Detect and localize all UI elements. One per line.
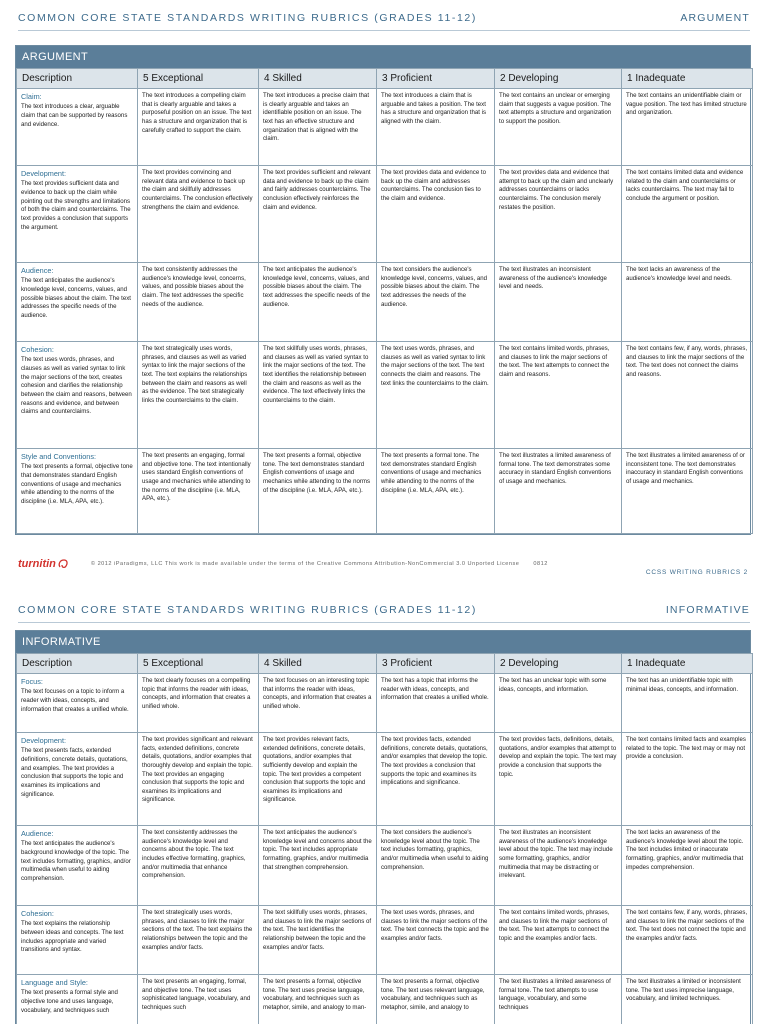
rubric-cell: The text anticipates the audience's knowledge level, concerns, values, and possible biases about the claim. The text addresses the specific needs of the audience. — [259, 263, 377, 342]
col-header: 5 Exceptional — [138, 69, 259, 89]
table-row — [17, 449, 753, 534]
rubric-cell: The text introduces a compelling claim that is clearly arguable and takes a purposeful position on an issue. The text has a structure and organization that is carefully crafted to support the claim. — [138, 89, 259, 166]
col-header: 5 Exceptional — [138, 654, 259, 674]
rubric-cell: The text illustrates an inconsistent awareness of the audience's knowledge level about the topic. The text may include some formatting, graphics, and/or multimedia that may be distracting or irrelevant. — [495, 826, 622, 906]
col-header: 3 Proficient — [377, 654, 495, 674]
page-header-argument — [18, 12, 750, 31]
rubric-cell: The text provides data and evidence to back up the claim and addresses counterclaims. The conclusion ties to the claim and evidence. — [377, 166, 495, 263]
rubric-cell: The text presents an engaging, formal and objective tone. The text intentionally uses standard English conventions of usage and mechanics while attending to the norms of the discipline (i.e. MLA, APA, etc.). — [138, 449, 259, 534]
rubric-cell: The text contains an unidentifiable claim or vague position. The text has limited structure and organization. — [622, 89, 753, 166]
criterion-label: Style and Conventions: — [21, 452, 97, 461]
rubric-cell: The text presents a formal, objective tone. The text uses precise language, vocabulary, and techniques such as metaphor, simile, and analogy to man- — [259, 975, 377, 1024]
criterion-label: Audience: — [21, 829, 54, 838]
rubric-cell: The text uses words, phrases, and clauses as well as varied syntax to link the major sections of the text. The text connects the claim and reasons. The text links the counterclaims to the claim. — [377, 342, 495, 449]
criterion-label: Focus: — [21, 677, 43, 686]
description-cell — [17, 674, 138, 733]
table-row — [17, 826, 753, 906]
table-row — [17, 733, 753, 826]
informative-rubric — [15, 630, 751, 1024]
criterion-description: The text anticipates the audience's knowledge level, concerns, values, and possible biases about the claim. The text addresses the specific needs of the audience. — [21, 277, 131, 319]
doc-code: 0812 — [533, 561, 548, 567]
rubric-cell: The text contains few, if any, words, phrases, and clauses to link the major sections of the text. The text does not connect the claims and reasons. — [622, 342, 753, 449]
rubric-cell: The text presents a formal, objective tone. The text uses relevant language, vocabulary, and techniques such as metaphor, simile, and analogy to — [377, 975, 495, 1024]
criterion-description: The text uses words, phrases, and clauses as well as varied syntax to link the major sections of the text, creates cohesion and clarifies the relationship between the claim and reasons, between reasons and evidence, and between claims and counterclaims. — [21, 356, 132, 416]
description-cell — [17, 263, 138, 342]
col-header: 4 Skilled — [259, 69, 377, 89]
rubric-cell: The text contains limited words, phrases, and clauses to link the major sections of the text. The text attempts to connect the claim and reasons. — [495, 342, 622, 449]
page-header-informative — [18, 604, 750, 623]
rubric-cell: The text skillfully uses words, phrases, and clauses to link the major sections of the text. The text identifies the relationship between the topic and the examples and/or facts. — [259, 906, 377, 975]
rubric-cell: The text illustrates a limited awareness of formal tone. The text demonstrates some accuracy in standard English conventions of usage and mechanics. — [495, 449, 622, 534]
logo-swirl-icon — [57, 558, 69, 570]
rubric-cell: The text provides significant and relevant facts, extended definitions, concrete details, quotations, and/or examples that thoroughly develop and explain the topic. The text provides an engaging conclusion that supports the topic and examines its implications and significance. — [138, 733, 259, 826]
criterion-description: The text presents facts, extended definitions, concrete details, quotations, and examples. The text provides a conclusion that supports the topic and examines its implications and significance. — [21, 747, 128, 798]
description-cell — [17, 826, 138, 906]
col-header: 3 Proficient — [377, 69, 495, 89]
rubric-cell: The text considers the audience's knowledge level, concerns, values, and possible biases about the claim. The text addresses the needs of the audience. — [377, 263, 495, 342]
criterion-label: Claim: — [21, 92, 42, 101]
rubric-cell: The text clearly focuses on a compelling topic that informs the reader with ideas, concepts, and information that creates a unified whole. — [138, 674, 259, 733]
criterion-description: The text explains the relationship between ideas and concepts. The text includes appropriate and varied transitions and syntax. — [21, 920, 124, 954]
rubric-cell: The text contains an unclear or emerging claim that suggests a vague position. The text attempts a structure and organization to support the position. — [495, 89, 622, 166]
section-bar-informative: INFORMATIVE — [16, 631, 750, 653]
rubric-cell: The text lacks an awareness of the audience's knowledge level and needs. — [622, 263, 753, 342]
rubric-cell: The text presents an engaging, formal, and objective tone. The text uses sophisticated language, vocabulary, and techniques such — [138, 975, 259, 1024]
rubric-cell: The text introduces a claim that is arguable and takes a position. The text has a structure and organization that is aligned with the claim. — [377, 89, 495, 166]
rubric-cell: The text focuses on an interesting topic that informs the reader with ideas, concepts, and information that creates a unified whole. — [259, 674, 377, 733]
col-header: 4 Skilled — [259, 654, 377, 674]
rubric-cell: The text provides data and evidence that attempt to back up the claim and unclearly addresses counterclaims or lacks counterclaims. The conclusion merely restates the position. — [495, 166, 622, 263]
rubric-cell: The text has an unclear topic with some ideas, concepts, and information. — [495, 674, 622, 733]
rubric-cell: The text uses words, phrases, and clauses to link the major sections of the text. The text connects the topic and the examples and/or facts. — [377, 906, 495, 975]
informative-table — [16, 653, 753, 1024]
rubric-cell: The text strategically uses words, phrases, and clauses as well as varied syntax to link the major sections of the text. The text explains the relationships between the claim and reasons as well as the evidence. The text strategically links the counterclaims to the claim. — [138, 342, 259, 449]
description-cell — [17, 733, 138, 826]
criterion-label: Language and Style: — [21, 978, 88, 987]
rubric-cell: The text contains limited facts and examples related to the topic. The text may or may not provide a conclusion. — [622, 733, 753, 826]
description-cell — [17, 975, 138, 1024]
table-row — [17, 906, 753, 975]
rubric-cell: The text anticipates the audience's knowledge level and concerns about the topic. The text includes appropriate formatting, graphics, and/or multimedia that strengthen comprehension. — [259, 826, 377, 906]
rubric-cell: The text consistently addresses the audience's knowledge level, concerns, values, and possible biases about the claim. The text addresses the specific needs of the audience. — [138, 263, 259, 342]
criterion-description: The text presents a formal, objective tone that demonstrates standard English conventions of usage and mechanics while attending to the norms of the discipline (i.e. MLA, APA, etc.). — [21, 463, 133, 505]
col-header: 1 Inadequate — [622, 69, 753, 89]
table-row — [17, 166, 753, 263]
rubric-cell: The text provides relevant facts, extended definitions, concrete details, quotations, and/or examples that sufficiently develop and explain the topic. The text provides a competent conclusion that supports the topic and examines its implications and significance. — [259, 733, 377, 826]
rubric-cell: The text illustrates a limited or inconsistent tone. The text uses imprecise language, vocabulary, and limited techniques. — [622, 975, 753, 1024]
rubric-cell: The text presents a formal, objective tone. The text demonstrates standard English conventions of usage and mechanics while attending to the norms of the discipline (i.e. MLA, APA, etc.). — [259, 449, 377, 534]
rubric-cell: The text provides facts, definitions, details, quotations, and/or examples that attempt to develop and explain the topic. The text may provide a conclusion that supports the topic. — [495, 733, 622, 826]
rubric-cell: The text illustrates a limited awareness of formal tone. The text attempts to use language, vocabulary, and some techniques — [495, 975, 622, 1024]
rubric-cell: The text provides facts, extended definitions, concrete details, quotations, and/or examples that develop the topic. The text provides a conclusion that supports the topic and examines its implications and significance. — [377, 733, 495, 826]
table-row — [17, 342, 753, 449]
doc-title: COMMON CORE STATE STANDARDS WRITING RUBRICS (GRADES 11-12) — [18, 12, 477, 24]
rubric-cell: The text consistently addresses the audience's knowledge level and concerns about the topic. The text includes effective formatting, graphics, and/or multimedia that enhance comprehension. — [138, 826, 259, 906]
table-row — [17, 263, 753, 342]
rubric-cell: The text illustrates an inconsistent awareness of the audience's knowledge level and needs. — [495, 263, 622, 342]
rubric-cell: The text strategically uses words, phrases, and clauses to link the major sections of the text. The text explains the relationships between the topic and the examples and/or facts. — [138, 906, 259, 975]
rubric-cell: The text introduces a precise claim that is clearly arguable and takes an identifiable position on an issue. The text has an effective structure and organization that is aligned with the claim. — [259, 89, 377, 166]
description-cell — [17, 906, 138, 975]
criterion-label: Cohesion: — [21, 909, 54, 918]
criterion-description: The text provides sufficient data and evidence to back up the claim while pointing out the strengths and limitations of both the claim and counterclaims. The text provides a conclusion that supports the argument. — [21, 180, 131, 231]
col-header: 2 Developing — [495, 654, 622, 674]
rubric-cell: The text provides sufficient and relevant data and evidence to back up the claim and fairly addresses counterclaims. The conclusion effectively reinforces the claim and evidence. — [259, 166, 377, 263]
table-row — [17, 89, 753, 166]
doc-title: COMMON CORE STATE STANDARDS WRITING RUBRICS (GRADES 11-12) — [18, 604, 477, 616]
rubric-cell: The text lacks an awareness of the audience's knowledge level about the topic. The text includes limited or inaccurate formatting, graphics, and/or multimedia that impedes comprehension. — [622, 826, 753, 906]
rubric-cell: The text presents a formal tone. The text demonstrates standard English conventions of usage and mechanics while attending to the norms of the discipline (i.e. MLA, APA, etc.). — [377, 449, 495, 534]
rubric-cell: The text has an unidentifiable topic with minimal ideas, concepts, and information. — [622, 674, 753, 733]
criterion-description: The text focuses on a topic to inform a reader with ideas, concepts, and information that creates a unified whole. — [21, 688, 129, 713]
criterion-description: The text presents a formal style and objective tone and uses language, vocabulary, and techniques such — [21, 989, 118, 1014]
argument-table — [16, 68, 753, 534]
rubric-cell: The text considers the audience's knowledge level about the topic. The text includes formatting, graphics, and/or multimedia when useful to aiding comprehension. — [377, 826, 495, 906]
criterion-label: Audience: — [21, 266, 54, 275]
rubric-cell: The text contains limited data and evidence related to the claim and counterclaims or lacks counterclaims. The text may fail to conclude the argument or position. — [622, 166, 753, 263]
rubric-cell: The text contains limited words, phrases, and clauses to link the major sections of the text. The text attempts to connect the topic and the examples and/or facts. — [495, 906, 622, 975]
col-header: 2 Developing — [495, 69, 622, 89]
description-cell — [17, 166, 138, 263]
description-cell — [17, 89, 138, 166]
rubric-cell: The text contains few, if any, words, phrases, and clauses to link the major sections of the text. The text does not connect the topic and the examples and/or facts. — [622, 906, 753, 975]
table-header-row — [17, 69, 753, 89]
logo-text: turnitin — [18, 558, 56, 570]
rubric-cell: The text has a topic that informs the reader with ideas, concepts, and information that creates a unified whole. — [377, 674, 495, 733]
description-cell — [17, 449, 138, 534]
criterion-label: Development: — [21, 169, 67, 178]
rubric-cell: The text skillfully uses words, phrases, and clauses as well as varied syntax to link the major sections of the text. The text identifies the relationship between the claim and reasons as well as the evidence. The text effectively links the counterclaims to the claim. — [259, 342, 377, 449]
table-row — [17, 975, 753, 1024]
col-header: 1 Inadequate — [622, 654, 753, 674]
table-header-row — [17, 654, 753, 674]
rubric-type-label: ARGUMENT — [680, 12, 750, 24]
criterion-description: The text anticipates the audience's background knowledge of the topic. The text includes formatting, graphics, and/or multimedia when useful to aiding comprehension. — [21, 840, 131, 882]
criterion-label: Cohesion: — [21, 345, 54, 354]
turnitin-logo — [18, 558, 69, 570]
col-header: Description — [17, 654, 138, 674]
page-number: CCSS WRITING RUBRICS 2 — [645, 569, 748, 576]
argument-rubric — [15, 45, 751, 535]
table-row — [17, 674, 753, 733]
page-footer — [18, 553, 750, 575]
description-cell — [17, 342, 138, 449]
criterion-description: The text introduces a clear, arguable claim that can be supported by reasons and evidence. — [21, 103, 128, 128]
rubric-cell: The text illustrates a limited awareness of or inconsistent tone. The text demonstrates inaccuracy in standard English conventions of usage and mechanics. — [622, 449, 753, 534]
col-header: Description — [17, 69, 138, 89]
criterion-label: Development: — [21, 736, 67, 745]
section-bar-argument: ARGUMENT — [16, 46, 750, 68]
rubric-type-label: INFORMATIVE — [665, 604, 750, 616]
license-text: © 2012 iParadigms, LLC This work is made available under the terms of the Creative Commons Attribution-NonCommercial 3.0 Unported License — [90, 561, 520, 567]
rubric-cell: The text provides convincing and relevant data and evidence to back up the claim and skillfully addresses counterclaims. The conclusion effectively strengthens the claim and evidence. — [138, 166, 259, 263]
